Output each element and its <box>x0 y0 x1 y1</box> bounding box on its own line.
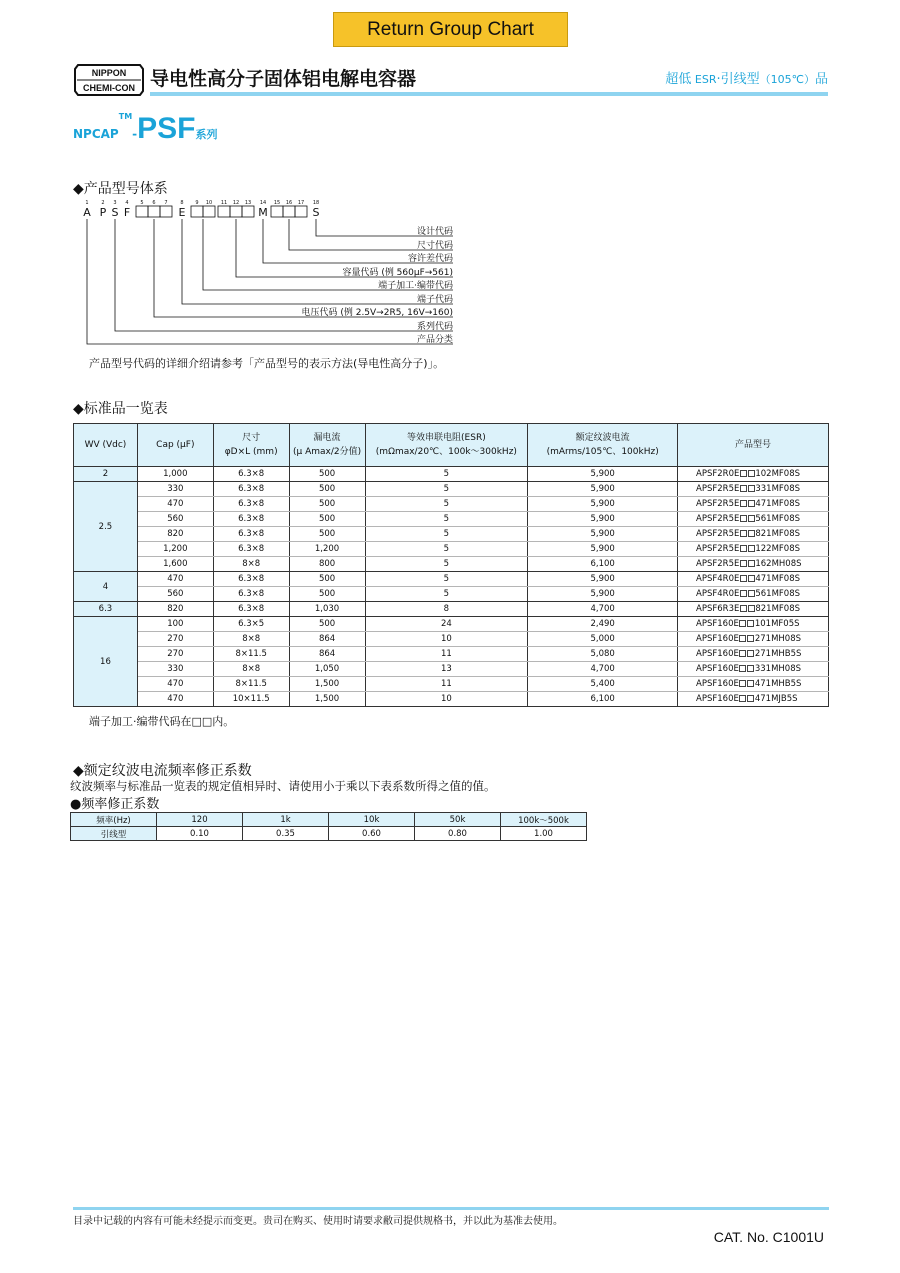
cap-cell: 1,600 <box>137 557 213 572</box>
col-header-cap: Cap (μF) <box>137 424 213 467</box>
svg-text:F: F <box>123 206 131 219</box>
ripple-cell: 5,900 <box>528 467 678 482</box>
part-number-prefix: APSF4R0E <box>696 574 740 584</box>
table-row <box>74 497 829 512</box>
part-number-prefix: APSF6R3E <box>696 604 740 614</box>
cap-cell: 470 <box>137 692 213 707</box>
table-row <box>74 647 829 662</box>
leakage-cell: 1,500 <box>289 677 365 692</box>
part-number-suffix: 561MF08S <box>755 514 801 524</box>
standard-ratings-table <box>73 423 829 707</box>
terminal-code-note: 端子加工·编带代码在□□内。 <box>89 715 235 728</box>
ripple-cell: 5,900 <box>528 482 678 497</box>
svg-text:17: 17 <box>297 200 305 206</box>
esr-cell: 24 <box>365 617 528 632</box>
blank-code-box <box>739 635 746 642</box>
part-number-code-diagram <box>78 196 478 346</box>
ripple-cell: 5,900 <box>528 587 678 602</box>
part-number-suffix: 821MF08S <box>755 529 801 539</box>
table-row <box>74 527 829 542</box>
svg-text:M: M <box>258 206 268 219</box>
part-number-suffix: 821MF08S <box>755 604 801 614</box>
ripple-cell: 5,400 <box>528 677 678 692</box>
esr-cell: 5 <box>365 572 528 587</box>
size-cell: 8×8 <box>213 632 289 647</box>
part-number-cell <box>678 527 829 542</box>
part-number-suffix: 471MF08S <box>755 574 801 584</box>
frequency-coefficient-heading: ●频率修正系数 <box>70 797 160 812</box>
blank-code-box <box>740 605 747 612</box>
leakage-cell: 500 <box>289 512 365 527</box>
blank-code-box <box>739 650 746 657</box>
esr-cell: 5 <box>365 557 528 572</box>
cap-cell: 820 <box>137 527 213 542</box>
esr-cell: 5 <box>365 527 528 542</box>
table-row <box>74 572 829 587</box>
size-cell: 6.3×8 <box>213 527 289 542</box>
part-number-cell <box>678 482 829 497</box>
svg-text:2: 2 <box>101 200 105 206</box>
ripple-cell: 5,080 <box>528 647 678 662</box>
table-row <box>74 632 829 647</box>
svg-text:尺寸代码: 尺寸代码 <box>416 241 453 251</box>
ripple-cell: 5,900 <box>528 542 678 557</box>
standard-list-heading: ◆标准品一览表 <box>73 401 168 417</box>
part-number-suffix: 162MH08S <box>755 559 802 569</box>
esr-cell: 11 <box>365 647 528 662</box>
size-cell: 8×11.5 <box>213 647 289 662</box>
ripple-cell: 6,100 <box>528 692 678 707</box>
leakage-cell: 500 <box>289 587 365 602</box>
blank-code-box <box>747 695 754 702</box>
cap-cell: 270 <box>137 647 213 662</box>
blank-code-box <box>740 590 747 597</box>
svg-text:8: 8 <box>180 200 184 206</box>
leakage-cell: 500 <box>289 617 365 632</box>
code-system-heading: ◆产品型号体系 <box>73 181 168 197</box>
frequency-row <box>71 813 587 827</box>
svg-text:4: 4 <box>125 200 129 206</box>
part-number-cell <box>678 647 829 662</box>
page-title: 导电性高分子固体铝电解电容器 <box>150 68 417 90</box>
svg-text:5: 5 <box>140 200 144 206</box>
title-underline <box>150 92 828 96</box>
leakage-cell: 500 <box>289 482 365 497</box>
size-cell: 8×11.5 <box>213 677 289 692</box>
ripple-cell: 4,700 <box>528 602 678 617</box>
blank-code-box <box>740 530 747 537</box>
cap-cell: 560 <box>137 587 213 602</box>
cap-cell: 470 <box>137 497 213 512</box>
svg-text:10: 10 <box>205 200 213 206</box>
esr-cell: 11 <box>365 677 528 692</box>
part-number-suffix: 102MF08S <box>755 469 801 479</box>
svg-text:18: 18 <box>312 200 320 206</box>
cap-cell: 820 <box>137 602 213 617</box>
ripple-cell: 6,100 <box>528 557 678 572</box>
col-header-part-number: 产品型号 <box>678 424 829 467</box>
part-number-cell <box>678 602 829 617</box>
part-number-prefix: APSF2R5E <box>696 499 740 509</box>
cap-cell: 330 <box>137 662 213 677</box>
wv-cell: 4 <box>74 572 138 602</box>
blank-code-box <box>740 515 747 522</box>
part-number-cell <box>678 467 829 482</box>
frequency-cell: 1k <box>243 813 329 827</box>
size-cell: 6.3×8 <box>213 512 289 527</box>
part-number-prefix: APSF160E <box>696 679 739 689</box>
coefficient-cell: 0.35 <box>243 827 329 841</box>
coefficient-row <box>71 827 587 841</box>
svg-text:16: 16 <box>285 200 293 206</box>
ripple-cell: 4,700 <box>528 662 678 677</box>
svg-text:A: A <box>83 206 91 219</box>
footer-note: 目录中记载的内容有可能未经提示而变更。贵司在购买、使用时请要求敝司提供规格书，并以此为基准去使用。 <box>73 1216 563 1227</box>
svg-text:9: 9 <box>195 200 199 206</box>
esr-cell: 8 <box>365 602 528 617</box>
wv-cell: 2.5 <box>74 482 138 572</box>
table-row <box>74 482 829 497</box>
cap-cell: 330 <box>137 482 213 497</box>
ripple-cell: 5,000 <box>528 632 678 647</box>
blank-code-box <box>747 680 754 687</box>
size-cell: 8×8 <box>213 662 289 677</box>
cap-cell: 470 <box>137 572 213 587</box>
frequency-cell: 120 <box>157 813 243 827</box>
part-number-suffix: 471MF08S <box>755 499 801 509</box>
coefficient-cell: 0.10 <box>157 827 243 841</box>
cap-cell: 1,000 <box>137 467 213 482</box>
part-number-suffix: 271MH08S <box>754 634 802 644</box>
part-number-prefix: APSF4R0E <box>696 589 740 599</box>
part-number-suffix: 271MHB5S <box>754 649 802 659</box>
footer-rule <box>73 1207 829 1210</box>
blank-code-box <box>747 665 754 672</box>
leakage-cell: 864 <box>289 647 365 662</box>
frequency-cell: 10k <box>329 813 415 827</box>
blank-code-box <box>740 545 747 552</box>
size-cell: 10×11.5 <box>213 692 289 707</box>
blank-code-box <box>747 620 754 627</box>
col-header-esr: 等效串联电阻(ESR) (mΩmax/20℃、100k～300kHz) <box>365 424 528 467</box>
return-group-chart-button[interactable]: Return Group Chart <box>333 12 568 47</box>
part-number-prefix: APSF2R0E <box>696 469 740 479</box>
size-cell: 6.3×8 <box>213 497 289 512</box>
blank-code-box <box>739 620 746 627</box>
part-number-prefix: APSF2R5E <box>696 544 740 554</box>
code-boxes <box>136 206 307 217</box>
svg-text:15: 15 <box>273 200 281 206</box>
cap-cell: 470 <box>137 677 213 692</box>
part-number-prefix: APSF2R5E <box>696 559 740 569</box>
part-number-suffix: 331MH08S <box>754 664 802 674</box>
size-cell: 6.3×8 <box>213 542 289 557</box>
ripple-cell: 5,900 <box>528 527 678 542</box>
table-row <box>74 512 829 527</box>
part-number-suffix: 471MJB5S <box>754 694 798 704</box>
coefficient-cell: 0.60 <box>329 827 415 841</box>
ripple-cell: 5,900 <box>528 572 678 587</box>
part-number-cell <box>678 512 829 527</box>
table-row <box>74 467 829 482</box>
ripple-cell: 2,490 <box>528 617 678 632</box>
svg-text:系列代码: 系列代码 <box>416 322 453 332</box>
catalog-number: CAT. No. C1001U <box>713 1229 824 1245</box>
frequency-row-label: 频率(Hz) <box>71 813 157 827</box>
esr-cell: 5 <box>365 467 528 482</box>
svg-text:E: E <box>178 206 186 219</box>
coefficient-row-label: 引线型 <box>71 827 157 841</box>
page-subtitle: 超低 ESR·引线型（105℃）品 <box>665 72 828 87</box>
leakage-cell: 500 <box>289 527 365 542</box>
table-row <box>74 662 829 677</box>
size-cell: 6.3×8 <box>213 602 289 617</box>
part-number-cell <box>678 557 829 572</box>
cap-cell: 560 <box>137 512 213 527</box>
part-number-cell <box>678 677 829 692</box>
size-cell: 6.3×8 <box>213 572 289 587</box>
frequency-cell: 100k～500k <box>501 813 587 827</box>
part-number-prefix: APSF160E <box>696 694 739 704</box>
svg-text:11: 11 <box>220 200 228 206</box>
code-labels <box>301 225 453 345</box>
part-number-cell <box>678 662 829 677</box>
wv-cell: 2 <box>74 467 138 482</box>
size-cell: 6.3×8 <box>213 482 289 497</box>
esr-cell: 13 <box>365 662 528 677</box>
esr-cell: 5 <box>365 542 528 557</box>
part-number-suffix: 561MF08S <box>755 589 801 599</box>
coefficient-cell: 1.00 <box>501 827 587 841</box>
part-number-cell <box>678 587 829 602</box>
esr-cell: 5 <box>365 587 528 602</box>
blank-code-box <box>748 485 755 492</box>
table-header-row <box>74 424 829 467</box>
col-header-wv: WV (Vdc) <box>74 424 138 467</box>
blank-code-box <box>747 635 754 642</box>
esr-cell: 10 <box>365 692 528 707</box>
coefficient-cell: 0.80 <box>415 827 501 841</box>
blank-code-box <box>748 605 755 612</box>
part-number-suffix: 471MHB5S <box>754 679 802 689</box>
leakage-cell: 1,200 <box>289 542 365 557</box>
svg-text:13: 13 <box>244 200 252 206</box>
blank-code-box <box>740 575 747 582</box>
leakage-cell: 500 <box>289 572 365 587</box>
svg-text:14: 14 <box>259 200 267 206</box>
nippon-chemi-con-logo <box>74 63 144 97</box>
svg-text:7: 7 <box>164 200 168 206</box>
part-number-suffix: 331MF08S <box>755 484 801 494</box>
col-header-leakage: 漏电流 (μ Amax/2分值) <box>289 424 365 467</box>
esr-cell: 5 <box>365 512 528 527</box>
blank-code-box <box>739 680 746 687</box>
svg-text:P: P <box>99 206 107 219</box>
frequency-cell: 50k <box>415 813 501 827</box>
blank-code-box <box>748 575 755 582</box>
part-number-prefix: APSF160E <box>696 634 739 644</box>
ripple-correction-heading: ◆额定纹波电流频率修正系数 <box>73 763 252 779</box>
part-number-cell <box>678 542 829 557</box>
ripple-cell: 5,900 <box>528 497 678 512</box>
svg-text:电压代码 (例 2.5V→2R5, 16V→160): 电压代码 (例 2.5V→2R5, 16V→160) <box>301 308 453 318</box>
part-number-prefix: APSF2R5E <box>696 514 740 524</box>
svg-text:端子加工·编带代码: 端子加工·编带代码 <box>378 281 453 291</box>
table-row <box>74 677 829 692</box>
svg-text:容许差代码: 容许差代码 <box>407 254 453 264</box>
blank-code-box <box>748 545 755 552</box>
part-number-prefix: APSF160E <box>696 619 739 629</box>
part-number-cell <box>678 572 829 587</box>
table-row <box>74 557 829 572</box>
blank-code-box <box>747 650 754 657</box>
col-header-size: 尺寸 φD×L (mm) <box>213 424 289 467</box>
code-system-note: 产品型号代码的详细介绍请参考「产品型号的表示方法(导电性高分子)」。 <box>89 357 445 370</box>
table-row <box>74 602 829 617</box>
part-number-prefix: APSF160E <box>696 664 739 674</box>
table-row <box>74 587 829 602</box>
leakage-cell: 500 <box>289 467 365 482</box>
part-number-cell <box>678 617 829 632</box>
blank-code-box <box>748 590 755 597</box>
series-name: NPCAP™-PSF系列 <box>73 112 218 145</box>
table-row <box>74 617 829 632</box>
blank-code-box <box>740 560 747 567</box>
part-number-prefix: APSF2R5E <box>696 529 740 539</box>
part-number-suffix: 122MF08S <box>755 544 801 554</box>
blank-code-box <box>740 485 747 492</box>
wv-cell: 16 <box>74 617 138 707</box>
svg-text:产品分类: 产品分类 <box>416 335 453 345</box>
esr-cell: 10 <box>365 632 528 647</box>
cap-cell: 270 <box>137 632 213 647</box>
esr-cell: 5 <box>365 482 528 497</box>
blank-code-box <box>748 500 755 507</box>
size-cell: 6.3×8 <box>213 587 289 602</box>
blank-code-box <box>739 695 746 702</box>
position-numbers <box>85 200 319 206</box>
svg-text:3: 3 <box>113 200 117 206</box>
part-number-cell <box>678 497 829 512</box>
wv-cell: 6.3 <box>74 602 138 617</box>
svg-text:12: 12 <box>232 200 240 206</box>
svg-text:1: 1 <box>85 200 89 206</box>
cap-cell: 100 <box>137 617 213 632</box>
leakage-cell: 1,500 <box>289 692 365 707</box>
part-number-cell <box>678 632 829 647</box>
part-number-suffix: 101MF05S <box>754 619 800 629</box>
leakage-cell: 500 <box>289 497 365 512</box>
part-number-cell <box>678 692 829 707</box>
blank-code-box <box>748 560 755 567</box>
esr-cell: 5 <box>365 497 528 512</box>
leakage-cell: 800 <box>289 557 365 572</box>
ripple-correction-description: 纹波频率与标准品一览表的规定值相异时、请使用小于乘以下表系数所得之值的值。 <box>70 779 496 793</box>
table-row <box>74 542 829 557</box>
svg-text:S: S <box>312 206 320 219</box>
blank-code-box <box>748 470 755 477</box>
blank-code-box <box>748 515 755 522</box>
blank-code-box <box>748 530 755 537</box>
svg-text:端子代码: 端子代码 <box>416 295 453 305</box>
blank-code-box <box>740 470 747 477</box>
blank-code-box <box>740 500 747 507</box>
svg-text:容量代码 (例 560μF→561): 容量代码 (例 560μF→561) <box>342 268 453 278</box>
size-cell: 6.3×5 <box>213 617 289 632</box>
blank-code-box <box>739 665 746 672</box>
leakage-cell: 1,050 <box>289 662 365 677</box>
leakage-cell: 1,030 <box>289 602 365 617</box>
ripple-cell: 5,900 <box>528 512 678 527</box>
table-row <box>74 692 829 707</box>
part-number-prefix: APSF2R5E <box>696 484 740 494</box>
svg-text:NIPPON: NIPPON <box>91 68 127 78</box>
col-header-ripple: 额定纹波电流 (mArms/105℃、100kHz) <box>528 424 678 467</box>
cap-cell: 1,200 <box>137 542 213 557</box>
size-cell: 8×8 <box>213 557 289 572</box>
svg-text:S: S <box>111 206 119 219</box>
size-cell: 6.3×8 <box>213 467 289 482</box>
leakage-cell: 864 <box>289 632 365 647</box>
svg-text:CHEMI-CON: CHEMI-CON <box>83 83 135 93</box>
part-number-prefix: APSF160E <box>696 649 739 659</box>
svg-text:6: 6 <box>152 200 156 206</box>
svg-text:设计代码: 设计代码 <box>416 227 453 237</box>
frequency-coefficient-table <box>70 812 587 841</box>
